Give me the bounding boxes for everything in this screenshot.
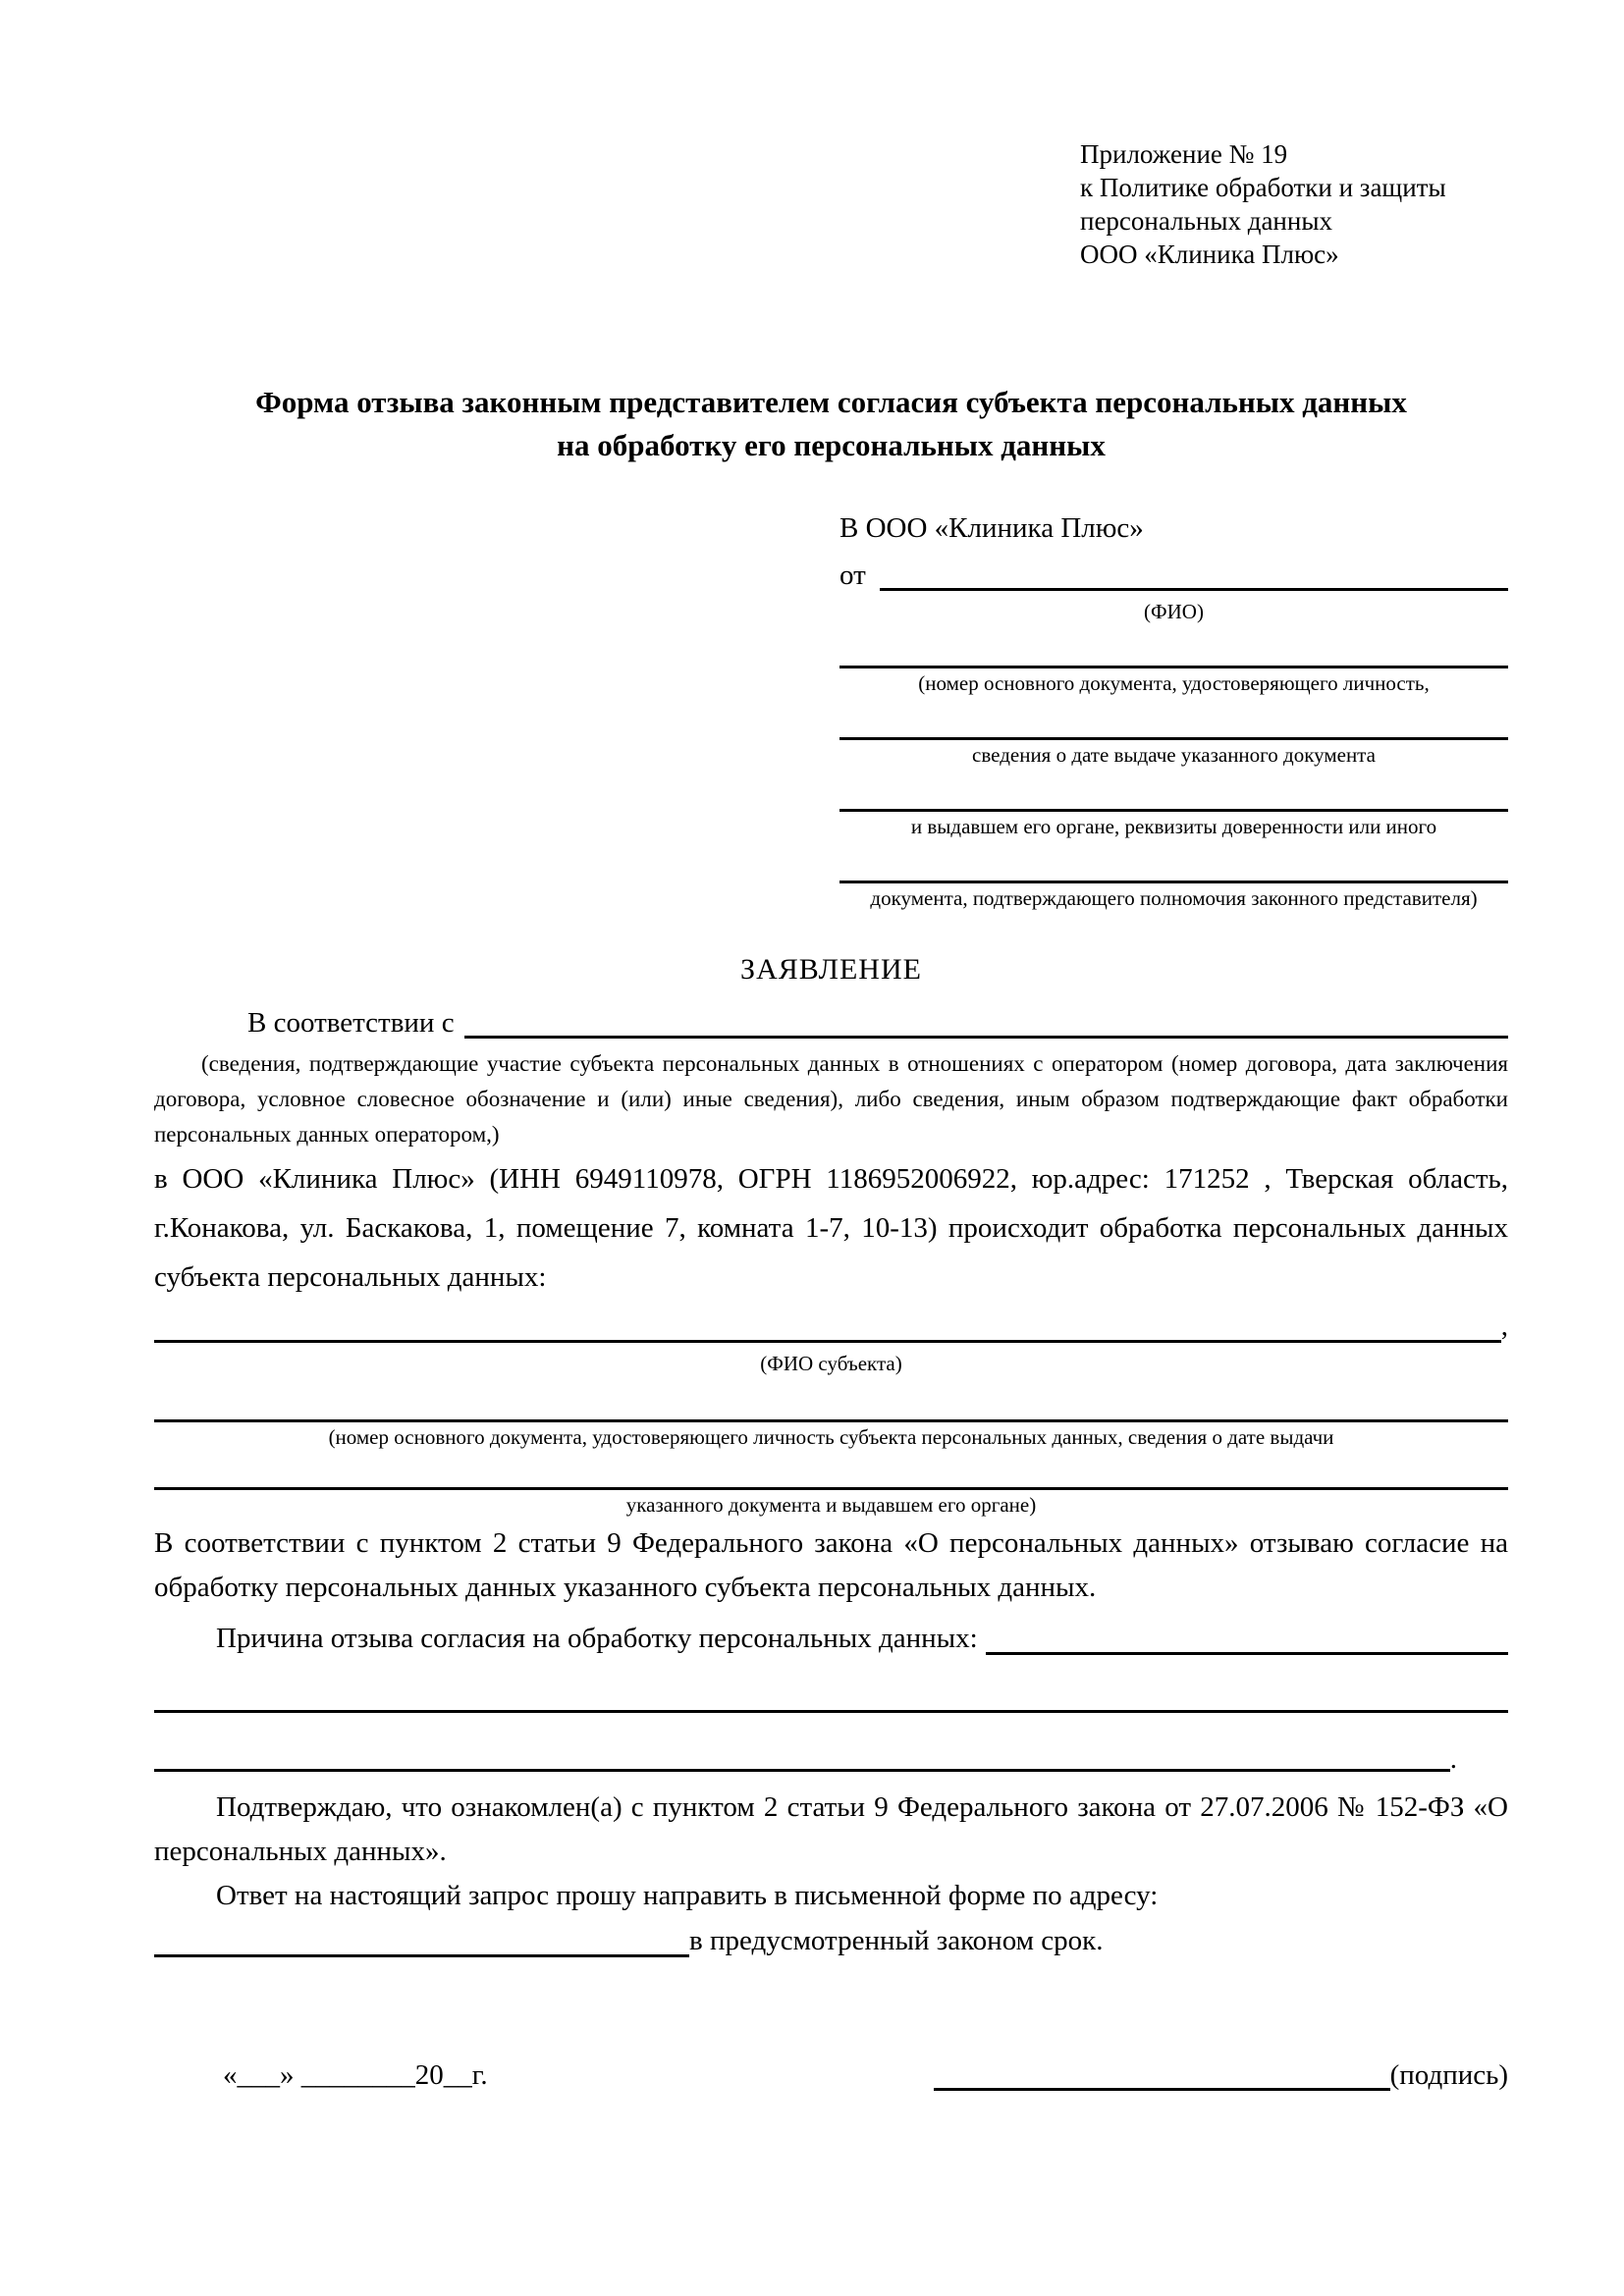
representative-authority-field	[839, 881, 1508, 911]
statement-heading: ЗАЯВЛЕНИЕ	[740, 953, 922, 986]
appendix-policy-line: к Политике обработки и защиты	[1080, 173, 1446, 202]
issuing-authority-field	[839, 809, 1508, 839]
reason-blank-line3-row	[154, 1740, 1508, 1778]
subject-fio-caption: (ФИО субъекта)	[760, 1352, 902, 1375]
issue-date-field	[839, 737, 1508, 768]
fio-caption: (ФИО)	[1144, 600, 1204, 623]
accordance-label: В соответствии с	[247, 1007, 455, 1039]
signature-blank-line	[934, 2054, 1390, 2091]
subject-fio-field-row	[154, 1304, 1508, 1349]
accordance-field-row	[154, 1001, 1508, 1044]
appendix-org-name: ООО «Клиника Плюс»	[1080, 240, 1339, 269]
appendix-policy-line2: персональных данных	[1080, 206, 1332, 236]
fine-print-note: (сведения, подтверждающие участие субъекта персональных данных в отношениях с оператором (номер договора, дата заключения договора, условное словесное обозначение и (или) иные сведения), либо сведения, иным образом подтверждающие факт обработки персональных данных оператором,)	[154, 1051, 1508, 1147]
footer-row	[154, 2054, 1508, 2097]
reply-request-paragraph: Ответ на настоящий запрос прошу направить в письменной форме по адресу:	[216, 1880, 1159, 1911]
blank-line	[839, 737, 1508, 740]
comma-mark: ,	[1500, 1310, 1508, 1342]
reason-label: Причина отзыва согласия на обработку персональных данных:	[216, 1623, 978, 1654]
subject-doc-caption-line1: (номер основного документа, удостоверяющего личность субъекта персональных данных, сведения о дате выдачи	[328, 1425, 1334, 1449]
signature-caption: (подпись)	[1389, 2059, 1508, 2091]
subject-doc-blank-line	[154, 1419, 1508, 1422]
confirmation-paragraph: Подтверждаю, что ознакомлен(а) с пунктом 2 статьи 9 Федерального закона от 27.07.2006 № 152-ФЗ «О персональных данных».	[154, 1791, 1508, 1867]
reason-blank-line3	[154, 1740, 1450, 1772]
appendix-header	[1080, 137, 1508, 271]
subject-fio-blank-line	[154, 1304, 1501, 1343]
reply-tail-text: в предусмотренный законом срок.	[689, 1925, 1104, 1956]
reason-blank-line2	[154, 1710, 1508, 1713]
doc-number-caption: (номер основного документа, удостоверяющего личность,	[918, 671, 1430, 695]
addressee-block	[839, 508, 1508, 911]
reason-field-row	[154, 1616, 1508, 1661]
signature-field	[934, 2054, 1508, 2097]
issue-date-caption: сведения о дате выдаче указанного документа	[972, 743, 1376, 767]
blank-line	[839, 666, 1508, 668]
period-mark: .	[1449, 1743, 1457, 1775]
subject-doc-caption-line2: указанного документа и выдавшем его органе)	[625, 1493, 1037, 1517]
operator-paragraph: в ООО «Клиника Плюс» (ИНН 6949110978, ОГРН 1186952006922, юр.адрес: 171252 , Тверская область, г.Конакова, ул. Баскакова, 1, помещение 7, комната 1-7, 10-13) происходит обработка персональных данных субъекта персональных данных:	[154, 1163, 1508, 1293]
reply-address-blank-line	[154, 1918, 689, 1957]
reply-address-field-row	[154, 1918, 1508, 1963]
blank-line	[839, 809, 1508, 812]
withdrawal-paragraph: В соответствии с пунктом 2 статьи 9 Федерального закона «О персональных данных» отзываю согласие на обработку персональных данных указанного субъекта персональных данных.	[154, 1527, 1508, 1603]
date-field: «___» ________20__г.	[223, 2059, 488, 2091]
addressee-org: В ООО «Клиника Плюс»	[839, 512, 1144, 544]
from-label: от	[839, 560, 866, 591]
accordance-blank-line	[464, 1001, 1508, 1039]
appendix-number: Приложение № 19	[1080, 139, 1288, 169]
from-blank-line	[880, 554, 1508, 591]
doc-number-field	[839, 666, 1508, 696]
reason-blank-line	[986, 1616, 1508, 1655]
representative-authority-caption: документа, подтверждающего полномочия законного представителя)	[870, 886, 1478, 910]
from-field-row	[839, 554, 1508, 597]
subject-doc-blank-line2	[154, 1487, 1508, 1490]
issuing-authority-caption: и выдавшем его органе, реквизиты доверенности или иного	[910, 815, 1437, 838]
blank-line	[839, 881, 1508, 883]
document-title: Форма отзыва законным представителем согласия субъекта персональных данных на обработку его персональных данных	[255, 385, 1407, 462]
